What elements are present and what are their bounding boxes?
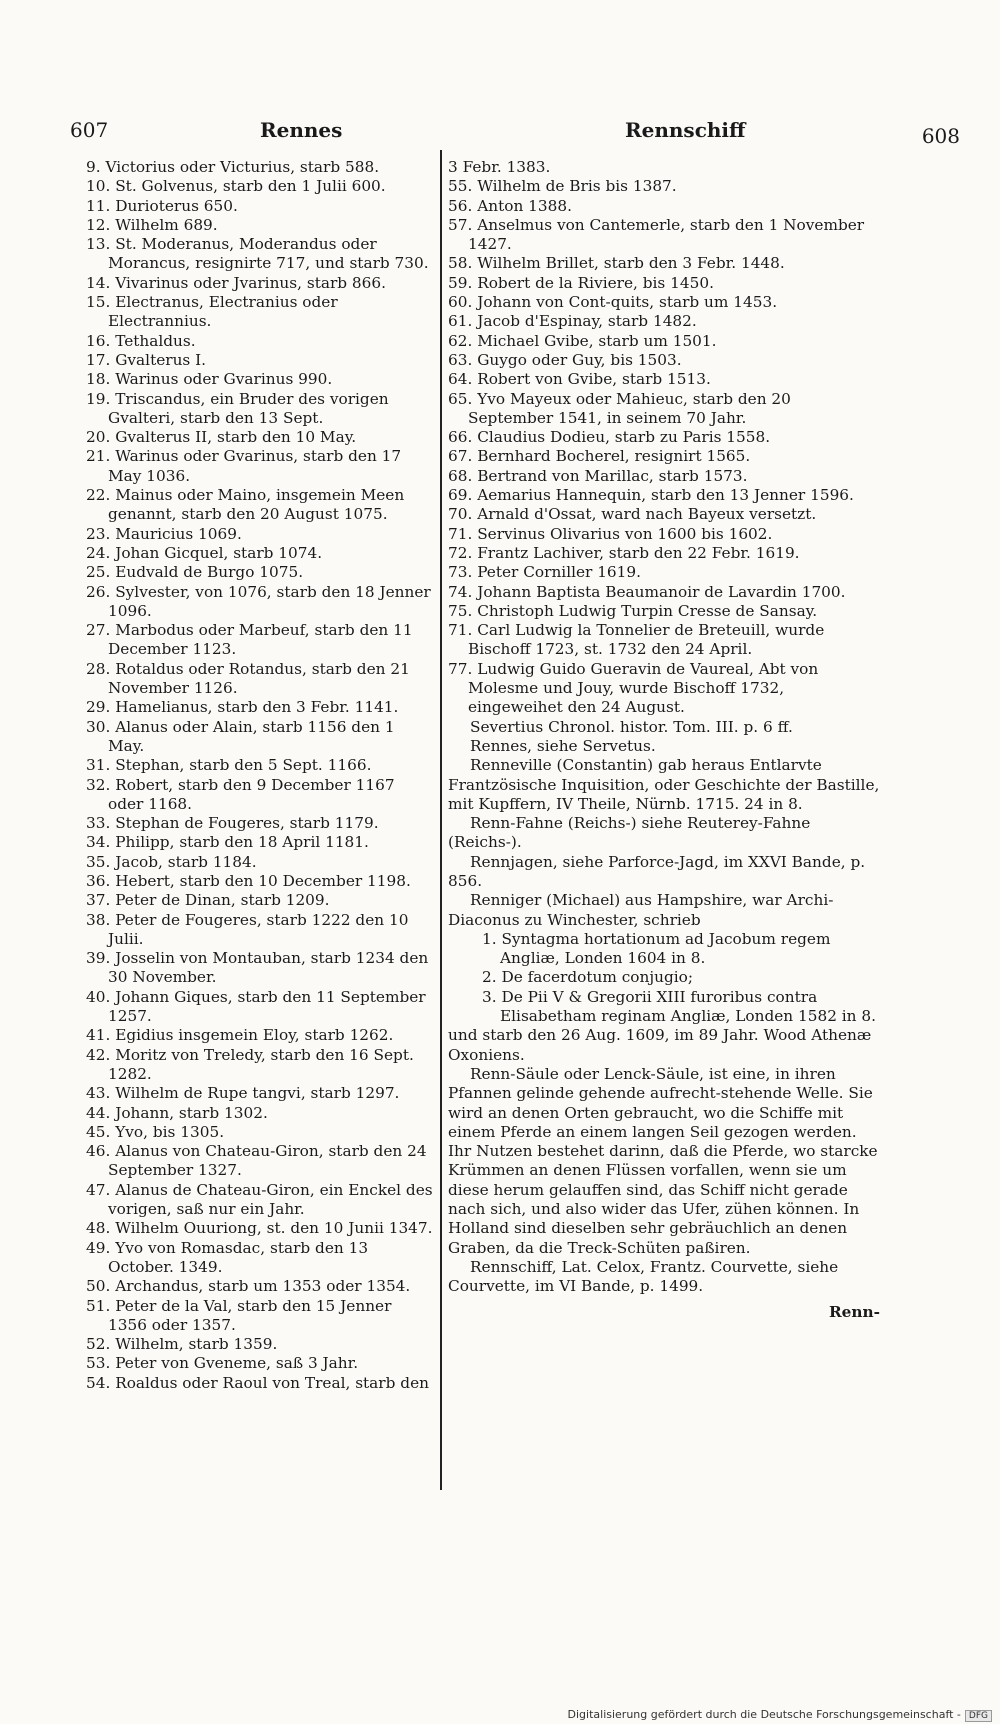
list-entry: 11. Durioterus 650. bbox=[86, 196, 238, 215]
list-entry: 29. Hamelianus, starb den 3 Febr. 1141. bbox=[86, 698, 399, 717]
lexicon-entry: Rennes, siehe Servetus. bbox=[470, 736, 656, 755]
list-entry: 47. Alanus de Chateau-Giron, ein Enckel des vorigen, saß nur ein Jahr. bbox=[86, 1180, 433, 1219]
list-entry: 30. Alanus oder Alain, starb 1156 den 1 May. bbox=[86, 717, 395, 755]
lexicon-entry: Renneville (Constantin) gab heraus Entlarvte Frantzösische Inquisition, oder Geschichte der Bastille, mit Kupffern, IV Theile, Nürnb. 1715. 24 in 8. bbox=[448, 756, 880, 813]
list-entry: 50. Archandus, starb um 1353 oder 1354. bbox=[86, 1277, 411, 1296]
list-entry: 73. Peter Corniller 1619. bbox=[448, 563, 641, 582]
list-entry: 37. Peter de Dinan, starb 1209. bbox=[86, 891, 330, 910]
page-number-left: 607 bbox=[70, 118, 109, 142]
list-entry: 42. Moritz von Treledy, starb den 16 Sept. 1282. bbox=[86, 1045, 414, 1083]
headword-right: Rennschiff bbox=[625, 118, 746, 142]
list-entry: 27. Marbodus oder Marbeuf, starb den 11 December 1123. bbox=[86, 621, 413, 659]
list-entry: 17. Gvalterus I. bbox=[86, 350, 207, 369]
list-entry: 25. Eudvald de Burgo 1075. bbox=[86, 563, 304, 582]
list-entry: 31. Stephan, starb den 5 Sept. 1166. bbox=[86, 756, 372, 775]
catchword: Renn- bbox=[828, 1302, 880, 1321]
right-column bbox=[448, 158, 880, 1322]
list-entry: 22. Mainus oder Maino, insgemein Meen genannt, starb den 20 August 1075. bbox=[86, 486, 405, 524]
list-entry: 70. Arnald d'Ossat, ward nach Bayeux versetzt. bbox=[448, 505, 817, 524]
list-entry: 15. Electranus, Electranius oder Electrannius. bbox=[86, 293, 338, 331]
list-entry: 20. Gvalterus II, starb den 10 May. bbox=[86, 428, 357, 447]
list-entry: 46. Alanus von Chateau-Giron, starb den 24 September 1327. bbox=[86, 1142, 427, 1180]
list-entry: 36. Hebert, starb den 10 December 1198. bbox=[86, 871, 411, 890]
lexicon-entry: Rennjagen, siehe Parforce-Jagd, im XXVI Bande, p. 856. bbox=[448, 852, 866, 890]
list-entry: 40. Johann Giques, starb den 11 September 1257. bbox=[86, 987, 426, 1026]
list-entry: 21. Warinus oder Gvarinus, starb den 17 May 1036. bbox=[86, 447, 402, 485]
headword-left: Rennes bbox=[260, 118, 343, 142]
list-entry: 75. Christoph Ludwig Turpin Cresse de Sansay. bbox=[448, 601, 818, 620]
list-entry: 77. Ludwig Guido Gueravin de Vaureal, Abt von Molesme und Jouy, wurde Bischoff 1732, eingeweihet den 24 August. bbox=[448, 659, 819, 717]
list-entry: 33. Stephan de Fougeres, starb 1179. bbox=[86, 814, 379, 833]
list-entry: 64. Robert von Gvibe, starb 1513. bbox=[448, 370, 711, 389]
running-header bbox=[70, 118, 960, 152]
work-item: 1. Syntagma hortationum ad Jacobum regem Angliæ, Londen 1604 in 8. bbox=[482, 929, 831, 968]
list-entry: 59. Robert de la Riviere, bis 1450. bbox=[448, 273, 714, 292]
list-entry: 57. Anselmus von Cantemerle, starb den 1 November 1427. bbox=[448, 215, 865, 254]
lexicon-entry: Rennschiff, Lat. Celox, Frantz. Courvette, siehe Courvette, im VI Bande, p. 1499. bbox=[448, 1257, 839, 1296]
left-column bbox=[86, 158, 434, 1393]
list-entry: 45. Yvo, bis 1305. bbox=[86, 1122, 225, 1141]
list-entry: 71. Servinus Olivarius von 1600 bis 1602. bbox=[448, 524, 773, 543]
dfg-logo: DFG bbox=[965, 1710, 992, 1722]
list-entry: 69. Aemarius Hannequin, starb den 13 Jenner 1596. bbox=[448, 486, 854, 505]
lexicon-entry: Severtius Chronol. histor. Tom. III. p. 6 ff. bbox=[470, 717, 793, 736]
list-entry: 38. Peter de Fougeres, starb 1222 den 10 Julii. bbox=[86, 910, 409, 948]
list-entry: 3 Febr. 1383. bbox=[448, 158, 551, 176]
column-divider bbox=[440, 150, 442, 1490]
footer bbox=[568, 1708, 992, 1722]
list-entry: 49. Yvo von Romasdac, starb den 13 October. 1349. bbox=[86, 1238, 369, 1276]
list-entry: 72. Frantz Lachiver, starb den 22 Febr. 1619. bbox=[448, 543, 800, 562]
list-entry: 58. Wilhelm Brillet, starb den 3 Febr. 1448. bbox=[448, 254, 785, 273]
list-entry: 48. Wilhelm Ouuriong, st. den 10 Junii 1347. bbox=[86, 1219, 433, 1238]
list-entry: 16. Tethaldus. bbox=[86, 331, 196, 350]
list-entry: 56. Anton 1388. bbox=[448, 196, 572, 215]
list-entry: 32. Robert, starb den 9 December 1167 oder 1168. bbox=[86, 775, 395, 813]
list-entry: 24. Johan Gicquel, starb 1074. bbox=[86, 543, 323, 562]
lexicon-entry: Renn-Fahne (Reichs-) siehe Reuterey-Fahne (Reichs-). bbox=[448, 814, 811, 852]
list-entry: 18. Warinus oder Gvarinus 990. bbox=[86, 370, 333, 389]
list-entry: 44. Johann, starb 1302. bbox=[86, 1103, 268, 1122]
page-number-right: 608 bbox=[921, 124, 960, 148]
work-item: 3. De Pii V & Gregorii XIII furoribus contra Elisabetham reginam Angliæ, Londen 1582 in 8. bbox=[482, 987, 876, 1026]
list-entry: 53. Peter von Gveneme, saß 3 Jahr. bbox=[86, 1354, 359, 1373]
list-entry: 67. Bernhard Bocherel, resignirt 1565. bbox=[448, 447, 751, 466]
list-entry: 26. Sylvester, von 1076, starb den 18 Jenner 1096. bbox=[86, 582, 431, 620]
list-entry: 66. Claudius Dodieu, starb zu Paris 1558. bbox=[448, 428, 771, 447]
list-entry: 54. Roaldus oder Raoul von Treal, starb den bbox=[86, 1373, 429, 1392]
lexicon-entry: und starb den 26 Aug. 1609, im 89 Jahr. Wood Athenæ Oxoniens. bbox=[448, 1026, 872, 1064]
list-entry: 65. Yvo Mayeux oder Mahieuc, starb den 20 September 1541, in seinem 70 Jahr. bbox=[448, 389, 791, 427]
list-entry: 63. Guygo oder Guy, bis 1503. bbox=[448, 350, 682, 369]
list-entry: 74. Johann Baptista Beaumanoir de Lavardin 1700. bbox=[448, 582, 846, 601]
list-entry: 39. Josselin von Montauban, starb 1234 den 30 November. bbox=[86, 949, 429, 987]
list-entry: 52. Wilhelm, starb 1359. bbox=[86, 1335, 278, 1354]
list-entry: 12. Wilhelm 689. bbox=[86, 215, 218, 234]
list-entry: 28. Rotaldus oder Rotandus, starb den 21 November 1126. bbox=[86, 659, 410, 698]
footer-text: Digitalisierung gefördert durch die Deutsche Forschungsgemeinschaft - bbox=[567, 1708, 961, 1721]
list-entry: 13. St. Moderanus, Moderandus oder Morancus, resignirte 717, und starb 730. bbox=[86, 235, 429, 273]
list-entry: 60. Johann von Cont-quits, starb um 1453. bbox=[448, 293, 778, 312]
list-entry: 10. St. Golvenus, starb den 1 Julii 600. bbox=[86, 177, 386, 196]
list-entry: 9. Victorius oder Victurius, starb 588. bbox=[86, 158, 380, 176]
bishop-list-continued bbox=[448, 158, 880, 718]
lexicon-entry: Renn-Säule oder Lenck-Säule, ist eine, in ihren Pfannen gelinde gehende aufrecht-stehende Welle. Sie wird an denen Orten gebraucht, wo die Schiffe mit einem Pferde an einem langen Seil gezogen werden. Ihr Nutzen bestehet darinn, daß die Pferde, wo starcke Krümmen an denen Flüssen vorfallen, wenn sie um diese herum gelauffen sind, das Schiff nicht gerade nach sich, und also wider das Ufer, zühen können. In Holland sind dieselben sehr gebräuchlich an denen Graben, da die Treck-Schüten paßiren. bbox=[448, 1064, 878, 1257]
list-entry: 14. Vivarinus oder Jvarinus, starb 866. bbox=[86, 273, 386, 292]
list-entry: 19. Triscandus, ein Bruder des vorigen Gvalteri, starb den 13 Sept. bbox=[86, 389, 389, 427]
list-entry: 68. Bertrand von Marillac, starb 1573. bbox=[448, 466, 748, 485]
lexicon-entries-closing bbox=[448, 1026, 880, 1296]
lexicon-entry: Renniger (Michael) aus Hampshire, war Archi-Diaconus zu Winchester, schrieb bbox=[448, 891, 834, 929]
list-entry: 55. Wilhelm de Bris bis 1387. bbox=[448, 177, 677, 196]
list-entry: 51. Peter de la Val, starb den 15 Jenner 1356 oder 1357. bbox=[86, 1296, 392, 1334]
works-list bbox=[448, 930, 880, 1026]
list-entry: 34. Philipp, starb den 18 April 1181. bbox=[86, 833, 369, 852]
list-entry: 62. Michael Gvibe, starb um 1501. bbox=[448, 331, 717, 350]
list-entry: 61. Jacob d'Espinay, starb 1482. bbox=[448, 312, 697, 331]
list-entry: 23. Mauricius 1069. bbox=[86, 524, 242, 543]
list-entry: 43. Wilhelm de Rupe tangvi, starb 1297. bbox=[86, 1084, 400, 1103]
list-entry: 41. Egidius insgemein Eloy, starb 1262. bbox=[86, 1026, 394, 1045]
list-entry: 35. Jacob, starb 1184. bbox=[86, 852, 257, 871]
list-entry: 71. Carl Ludwig la Tonnelier de Breteuill, wurde Bischoff 1723, st. 1732 den 24 April. bbox=[448, 621, 825, 659]
work-item: 2. De facerdotum conjugio; bbox=[482, 968, 693, 987]
lexicon-entries bbox=[448, 718, 880, 930]
